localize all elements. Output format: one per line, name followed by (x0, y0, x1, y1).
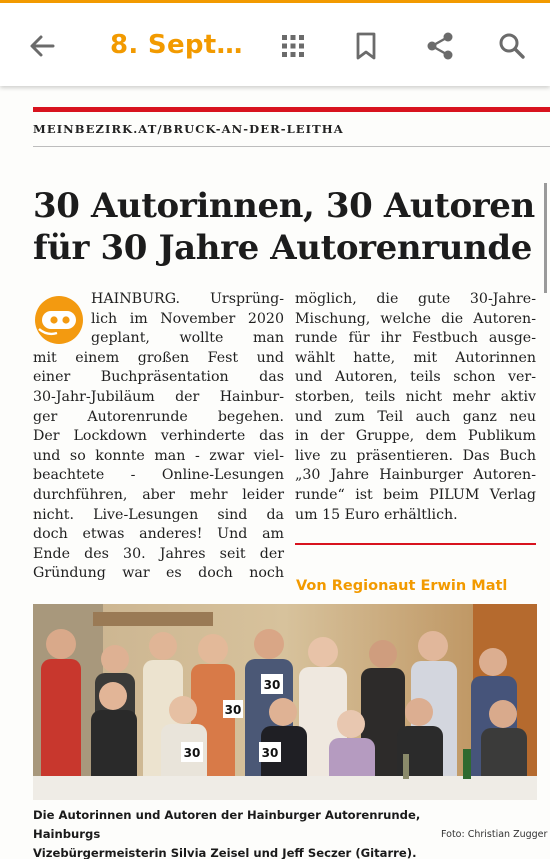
body-line: doch etwas anderes! Und am (33, 526, 284, 543)
headline-line: 30 Autorinnen, 30 Autoren (33, 186, 535, 226)
body-line: 30-Jahr-Jubiläum der Hainbur- (33, 388, 284, 405)
search-icon[interactable] (495, 29, 529, 63)
sign-30: 30 (261, 746, 279, 760)
body-line: nicht. Live-Lesungen sind da (33, 506, 284, 523)
group-photo[interactable] (33, 604, 537, 800)
sign-30: 30 (183, 746, 201, 760)
body-line: geplant, wollte man (91, 330, 284, 347)
scrollbar[interactable] (544, 183, 547, 293)
body-line: Der Lockdown verhinderte das (33, 428, 284, 445)
article-headline (33, 185, 543, 269)
body-line: Ende des 30. Jahres seit der (33, 545, 284, 562)
body-line: runde“ ist beim PILUM Verlag (295, 486, 536, 503)
body-line: und zum Teil auch ganz neu (295, 408, 536, 425)
grid-icon[interactable] (276, 29, 310, 63)
body-line: wählt hatte, mit Autorinnen (295, 349, 536, 366)
share-icon[interactable] (423, 29, 457, 63)
body-column-1 (33, 290, 284, 584)
headline-line: für 30 Jahre Autorenrunde (33, 228, 532, 268)
thin-divider (33, 146, 550, 147)
body-line: runde für ihr Festbuch ausge- (295, 330, 536, 347)
body-line: beachtete - Online-Lesungen (33, 467, 284, 484)
body-line: mit einem großen Fest und (33, 349, 284, 366)
sign-30: 30 (224, 703, 242, 717)
photo-caption (33, 806, 453, 859)
app-bar (0, 0, 550, 86)
body-line: in der Gruppe, dem Publikum (295, 428, 536, 445)
photo-credit: Foto: Christian Zugger (441, 829, 548, 840)
body-line: „30 Jahre Hainburger Autoren- (295, 467, 536, 484)
caption-line: Die Autorinnen und Autoren der Hainburger Autorenrunde, Hainburgs (33, 808, 421, 841)
body-line: um 15 Euro erhältlich. (295, 506, 458, 523)
caption-line: Vizebürgermeisterin Silvia Zeisel und Jeff Seczer (Gitarre). (33, 846, 417, 859)
body-column-2 (295, 290, 536, 525)
back-arrow-icon[interactable] (25, 29, 59, 63)
author-byline[interactable]: Von Regionaut Erwin Matl (296, 578, 508, 594)
column-divider (295, 543, 536, 545)
body-line: Mischung, welche die Autoren- (295, 310, 536, 327)
body-line: einer Buchpräsentation das (33, 369, 284, 386)
bookmark-icon[interactable] (349, 29, 383, 63)
page-title[interactable]: 8. Sept… (110, 30, 243, 60)
body-line: HAINBURG. Ursprüng- (91, 291, 284, 307)
body-line: und Autoren, teils schon ver- (295, 369, 536, 386)
source-link[interactable]: MEINBEZIRK.AT/BRUCK-AN-DER-LEITHA (33, 122, 344, 136)
body-line: und so konnte man - zwar viel- (33, 447, 284, 464)
body-line: möglich, die gute 30-Jahre- (295, 291, 536, 307)
body-line: ger Autorenrunde begehen. (33, 408, 284, 425)
body-line: Gründung war es doch noch (33, 565, 284, 582)
red-divider (33, 107, 550, 112)
sign-30: 30 (263, 678, 281, 692)
body-line: live zu präsentieren. Das Buch (295, 447, 536, 464)
body-line: lich im November 2020 (91, 310, 284, 327)
body-line: durchführen, aber mehr leider (33, 486, 284, 503)
body-line: storben, teils nicht mehr aktiv (295, 388, 536, 405)
